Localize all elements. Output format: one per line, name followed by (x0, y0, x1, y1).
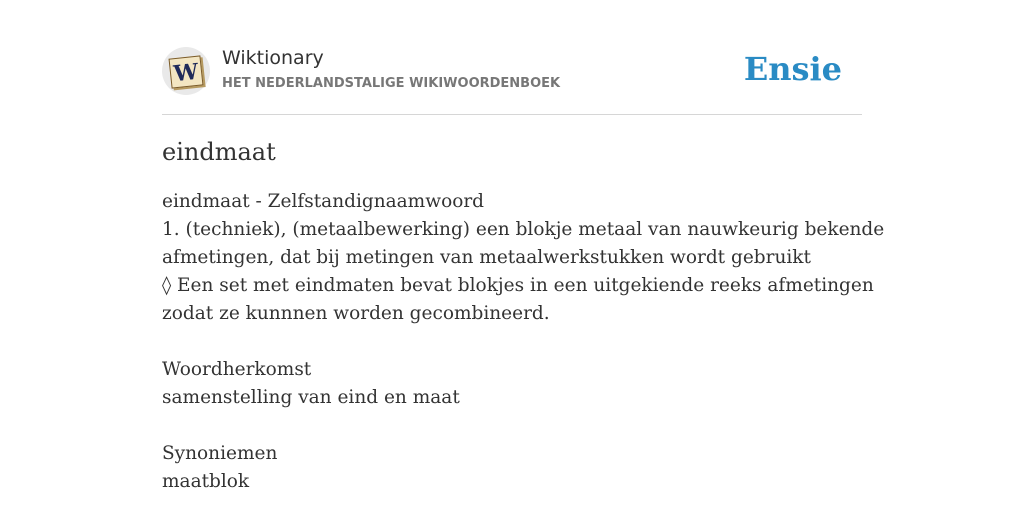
definition-body (162, 188, 885, 496)
ensie-brand-logo[interactable]: Ensie (743, 50, 842, 88)
definition-line: eindmaat - Zelfstandignaamwoord (162, 191, 485, 212)
site-name[interactable]: Wiktionary (222, 47, 324, 69)
site-tagline: HET NEDERLANDSTALIGE WIKIWOORDENBOEK (222, 76, 561, 91)
etymology-heading: Woordherkomst (162, 359, 312, 380)
synonyms-heading: Synoniemen (162, 443, 278, 464)
synonyms-text: maatblok (162, 471, 250, 492)
header (162, 44, 862, 115)
example-line: ◊ Een set met eindmaten bevat blokjes in een uitgekiende reeks afmetingen (162, 275, 874, 296)
spacer (162, 328, 862, 356)
page-title: eindmaat (162, 138, 276, 166)
spacer (162, 412, 862, 440)
wiktionary-logo[interactable] (162, 47, 210, 95)
etymology-text: samenstelling van eind en maat (162, 387, 460, 408)
logo-letter: W (172, 58, 200, 88)
logo-tile-icon (169, 55, 204, 88)
definition-line: afmetingen, dat bij metingen van metaalwerkstukken wordt gebruikt (162, 247, 811, 268)
entry-content (162, 136, 885, 496)
definition-line: 1. (techniek), (metaalbewerking) een blokje metaal van nauwkeurig bekende (162, 219, 885, 240)
example-line: zodat ze kunnnen worden gecombineerd. (162, 303, 550, 324)
